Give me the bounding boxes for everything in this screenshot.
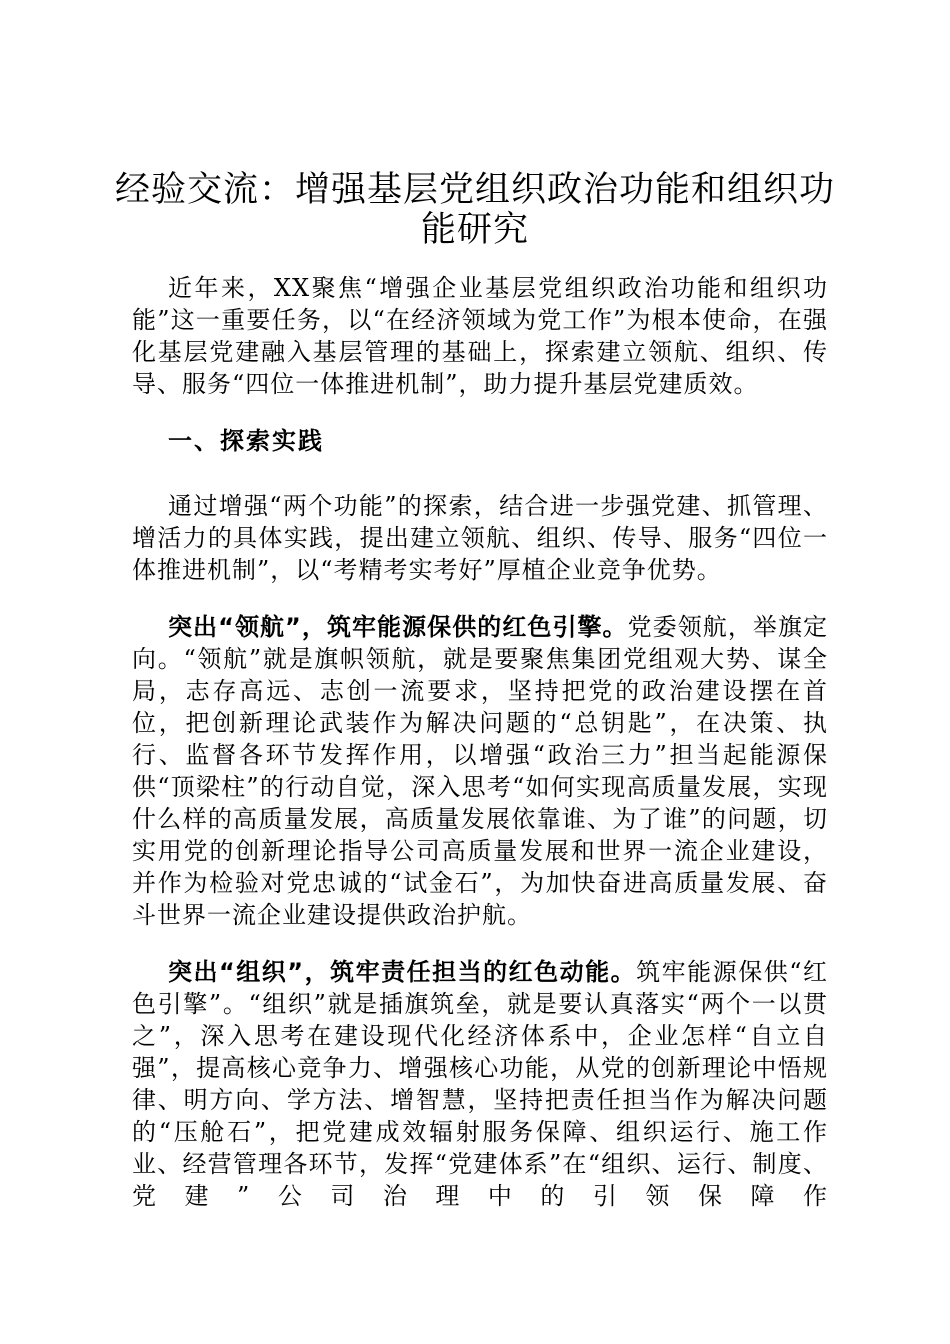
point-lead-organization: 突出“组织”，筑牢责任担当的红色动能。 — [168, 958, 637, 986]
point-lead-navigation: 突出“领航”，筑牢能源保供的红色引擎。 — [168, 613, 628, 641]
point-body-organization: 筑牢能源保供“红色引擎”。“组织”就是插旗筑垒，就是要认真落实“两个一以贯之”，深入思考在建设现代化经济体系中，企业怎样“自立自强”，提高核心竞争力、增强核心功能，从党的创新理论中悟规律、明方向、学方法、增智慧，坚持把责任担当作为解决问题的“压舱石”，把党建成效辐射服务保障、组织运行、施工作业、经营管理各环节，发挥“党建体系”在“组织、运行、制度、党建”公司治理中的引领保障作 — [132, 958, 828, 1210]
point-paragraph-organization — [132, 956, 828, 1212]
section-heading: 一、探索实践 — [168, 427, 324, 455]
document-title: 经验交流：增强基层党组织政治功能和组织功能研究 — [114, 170, 835, 250]
document-body — [132, 272, 828, 1212]
point-paragraph-navigation — [132, 611, 828, 931]
section-intro-paragraph: 通过增强“两个功能”的探索，结合进一步强党建、抓管理、增活力的具体实践，提出建立领航、组织、传导、服务“四位一体推进机制”，以“考精考实考好”厚植企业竞争优势。 — [132, 492, 828, 584]
point-body-navigation: 党委领航，举旗定向。“领航”就是旗帜领航，就是要聚焦集团党组观大势、谋全局，志存高远、志创一流要求，坚持把党的政治建设摆在首位，把创新理论武装作为解决问题的“总钥匙”，在决策、执行、监督各环节发挥作用，以增强“政治三力”担当起能源保供“顶梁柱”的行动自觉，深入思考“如何实现高质量发展，实现什么样的高质量发展，高质量发展依靠谁、为了谁”的问题，切实用党的创新理论指导公司高质量发展和世界一流企业建设，并作为检验对党忠诚的“试金石”，为加快奋进高质量发展、奋斗世界一流企业建设提供政治护航。 — [132, 613, 829, 929]
intro-paragraph: 近年来，XX聚焦“增强企业基层党组织政治功能和组织功能”这一重要任务，以“在经济领域为党工作”为根本使命，在强化基层党建融入基层管理的基础上，探索建立领航、组织、传导、服务“四位一体推进机制”，助力提升基层党建质效。 — [132, 274, 828, 398]
